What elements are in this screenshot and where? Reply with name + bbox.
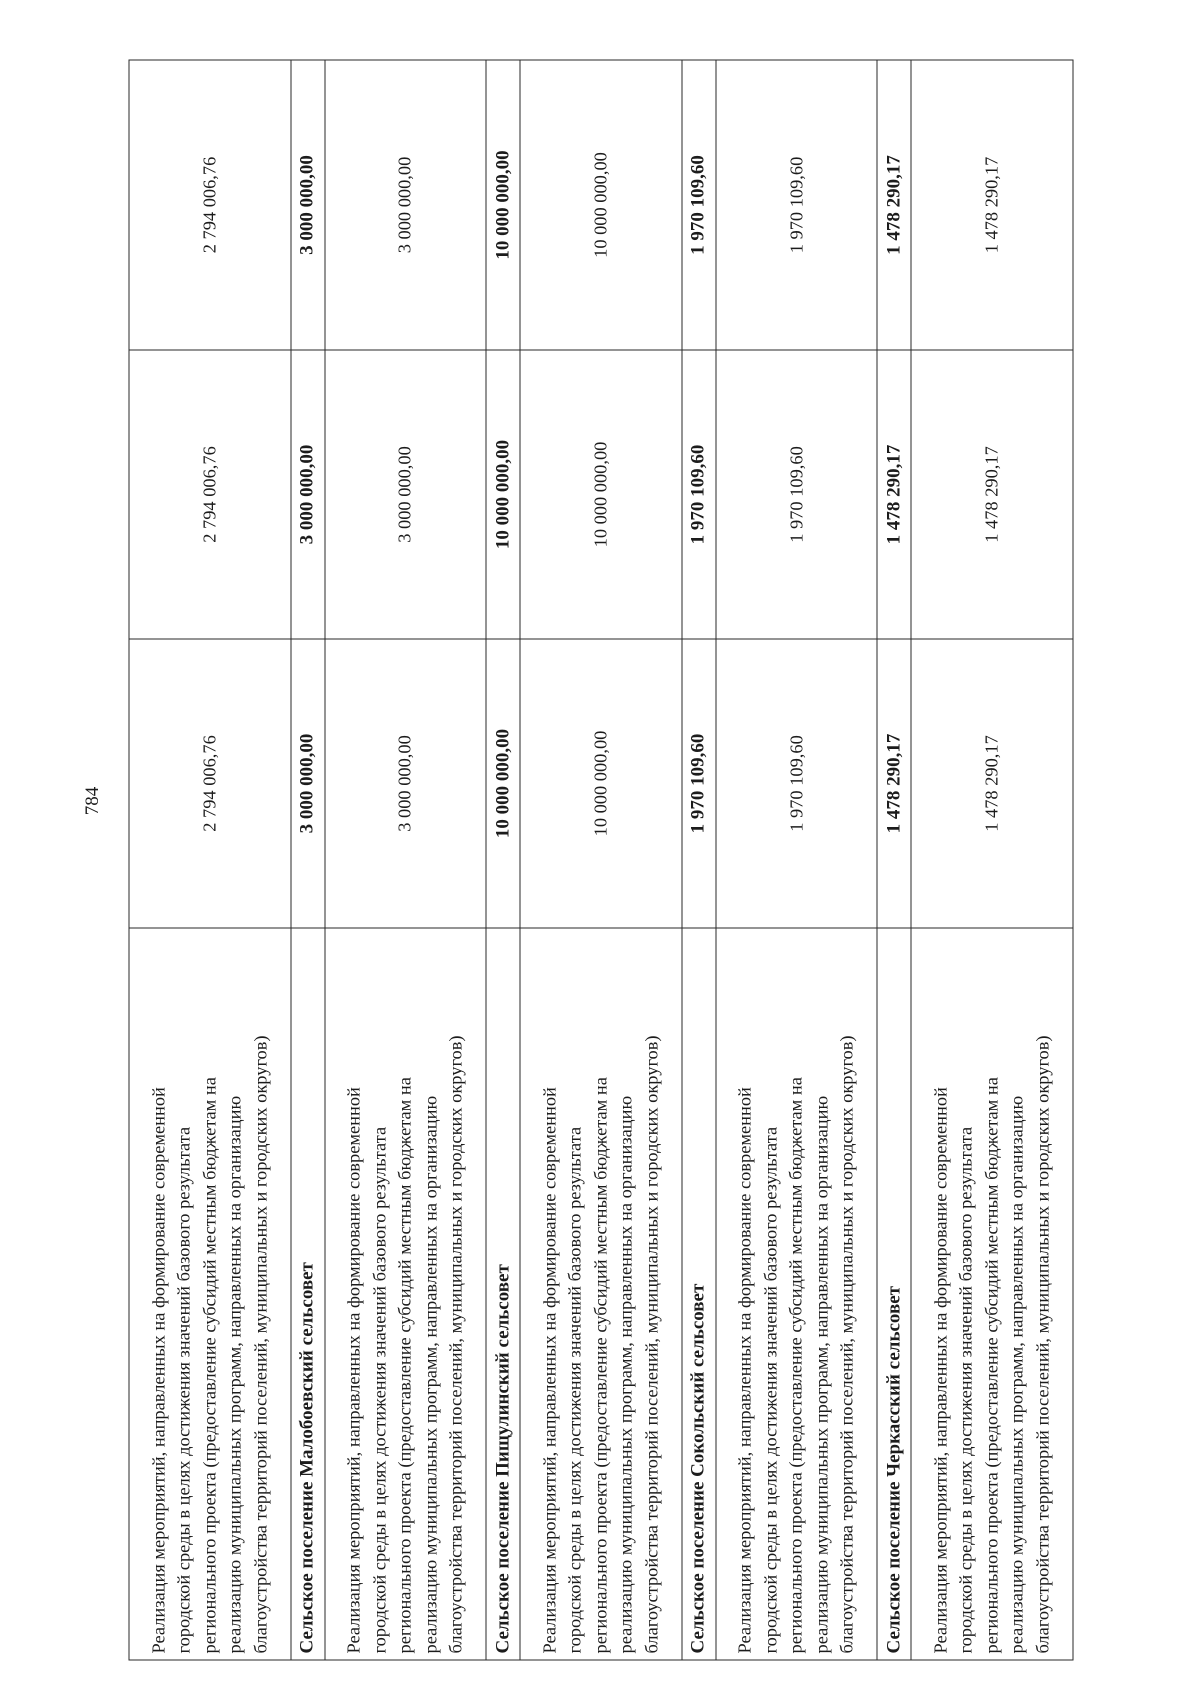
value-year-2: 1 478 290,17 xyxy=(911,350,1073,639)
rotated-table-container xyxy=(128,60,1073,1660)
budget-table xyxy=(128,59,1073,1660)
value-year-3: 2 794 006,76 xyxy=(129,60,291,350)
table-row-heading xyxy=(486,60,520,1660)
value-year-3: 3 000 000,00 xyxy=(324,60,486,350)
value-year-3: 10 000 000,00 xyxy=(486,60,520,350)
table-row xyxy=(129,60,291,1660)
value-year-1: 3 000 000,00 xyxy=(324,639,486,928)
table-row-heading xyxy=(681,60,715,1660)
value-year-3: 10 000 000,00 xyxy=(520,60,682,350)
value-year-1: 3 000 000,00 xyxy=(290,639,324,928)
value-year-2: 10 000 000,00 xyxy=(486,350,520,639)
row-description: Реализация мероприятий, направленных на формирование современной городской среды в целях достижения значений базового результата регионального проекта (предоставление субсидий местным бюджетам на реализацию муниципальных программ, направленных на организацию благоустройства территорий поселений, муниципальных и городских округов) xyxy=(520,928,682,1660)
settlement-name: Сельское поселение Черкасский сельсовет xyxy=(877,928,911,1660)
row-description: Реализация мероприятий, направленных на формирование современной городской среды в целях достижения значений базового результата регионального проекта (предоставление субсидий местным бюджетам на реализацию муниципальных программ, направленных на организацию благоустройства территорий поселений, муниципальных и городских округов) xyxy=(129,928,291,1660)
value-year-2: 1 970 109,60 xyxy=(715,350,877,639)
value-year-1: 1 478 290,17 xyxy=(877,639,911,928)
value-year-3: 1 478 290,17 xyxy=(911,60,1073,350)
value-year-1: 1 970 109,60 xyxy=(681,639,715,928)
value-year-3: 1 970 109,60 xyxy=(715,60,877,350)
settlement-name: Сельское поселение Малобоевский сельсовет xyxy=(290,928,324,1660)
value-year-2: 2 794 006,76 xyxy=(129,350,291,639)
table-row xyxy=(324,60,486,1660)
table-row xyxy=(911,60,1073,1660)
value-year-1: 10 000 000,00 xyxy=(486,639,520,928)
value-year-2: 1 478 290,17 xyxy=(877,350,911,639)
value-year-2: 10 000 000,00 xyxy=(520,350,682,639)
row-description: Реализация мероприятий, направленных на формирование современной городской среды в целях достижения значений базового результата регионального проекта (предоставление субсидий местным бюджетам на реализацию муниципальных программ, направленных на организацию благоустройства территорий поселений, муниципальных и городских округов) xyxy=(715,928,877,1660)
table-row xyxy=(715,60,877,1660)
settlement-name: Сельское поселение Пищулинский сельсовет xyxy=(486,928,520,1660)
value-year-3: 1 478 290,17 xyxy=(877,60,911,350)
table-row-heading xyxy=(290,60,324,1660)
value-year-2: 3 000 000,00 xyxy=(290,350,324,639)
value-year-2: 3 000 000,00 xyxy=(324,350,486,639)
value-year-1: 1 478 290,17 xyxy=(911,639,1073,928)
value-year-2: 1 970 109,60 xyxy=(681,350,715,639)
value-year-1: 2 794 006,76 xyxy=(129,639,291,928)
table-row-heading xyxy=(877,60,911,1660)
value-year-1: 10 000 000,00 xyxy=(520,639,682,928)
value-year-1: 1 970 109,60 xyxy=(715,639,877,928)
row-description: Реализация мероприятий, направленных на формирование современной городской среды в целях достижения значений базового результата регионального проекта (предоставление субсидий местным бюджетам на реализацию муниципальных программ, направленных на организацию благоустройства территорий поселений, муниципальных и городских округов) xyxy=(911,928,1073,1660)
page-number: 784 xyxy=(82,786,103,816)
value-year-3: 3 000 000,00 xyxy=(290,60,324,350)
row-description: Реализация мероприятий, направленных на формирование современной городской среды в целях достижения значений базового результата регионального проекта (предоставление субсидий местным бюджетам на реализацию муниципальных программ, направленных на организацию благоустройства территорий поселений, муниципальных и городских округов) xyxy=(324,928,486,1660)
settlement-name: Сельское поселение Сокольский сельсовет xyxy=(681,928,715,1660)
value-year-3: 1 970 109,60 xyxy=(681,60,715,350)
table-row xyxy=(520,60,682,1660)
